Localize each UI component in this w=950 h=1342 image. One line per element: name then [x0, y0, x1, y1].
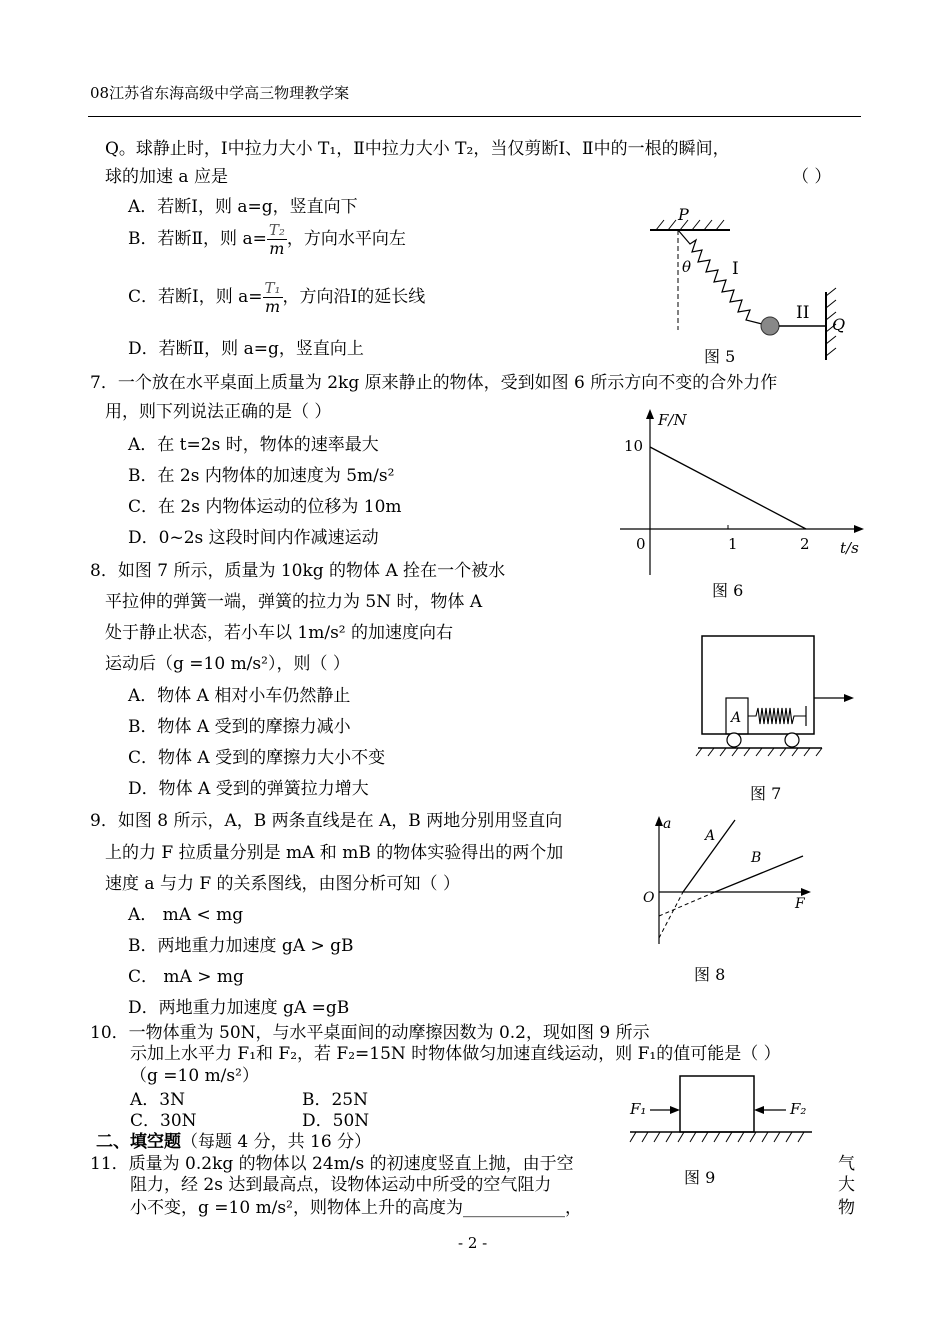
q8-option-c: C．物体 A 受到的摩擦力大小不变 — [128, 748, 386, 768]
header-rule — [88, 116, 861, 117]
q6-option-c-suffix: ，方向沿Ⅰ的延长线 — [282, 287, 426, 308]
fig9-label-f2: F₂ — [790, 1100, 807, 1118]
header-title: 08江苏省东海高级中学高三物理教学案 — [90, 84, 350, 102]
section2-title: 二、填空题 — [96, 1132, 181, 1152]
fig6-x-label: t/s — [840, 539, 859, 557]
q9-option-c: C． mA > mg — [128, 967, 244, 987]
fig5-label-p: P — [678, 205, 689, 224]
q11-line1: 11．质量为 0.2kg 的物体以 24m/s 的初速度竖直上抛，由于空 — [90, 1154, 574, 1174]
q6-option-d: D．若断Ⅱ，则 a=g，竖直向上 — [128, 339, 364, 359]
fig7-caption: 图 7 — [750, 784, 782, 803]
fig8-label-f: F — [795, 896, 805, 912]
q7-option-d: D．0~2s 这段时间内作减速运动 — [128, 528, 379, 548]
q8-option-a: A．物体 A 相对小车仍然静止 — [128, 686, 351, 706]
figure-8 — [635, 810, 820, 950]
q6-paren: （ ） — [792, 167, 832, 187]
fig5-label-q: Q — [832, 315, 846, 334]
fig6-y-label: F/N — [658, 411, 687, 429]
q6-option-b — [128, 222, 406, 257]
q10-line3: （g =10 m/s²） — [130, 1066, 259, 1086]
q9-line3: 速度 a 与力 F 的关系图线，由图分析可知（ ） — [105, 874, 460, 894]
q8-line1: 8．如图 7 所示，质量为 10kg 的物体 A 拴在一个被水 — [90, 561, 506, 581]
q9-option-b: B．两地重力加速度 gA > gB — [128, 936, 354, 956]
fig6-tick-y-10: 10 — [624, 437, 644, 455]
q9-line1: 9．如图 8 所示，A，B 两条直线是在 A，B 两地分别用竖直向 — [90, 811, 563, 831]
fig8-label-line-b: B — [751, 850, 762, 866]
q8-line4: 运动后（g =10 m/s²），则（ ） — [105, 654, 350, 674]
fig5-caption: 图 5 — [704, 347, 736, 366]
q6-option-b-suffix: ，方向水平向左 — [286, 229, 406, 250]
q6-line2: 球的加速 a 应是 — [105, 167, 228, 187]
fig8-label-o: O — [643, 890, 655, 906]
q10-option-b: B．25N — [302, 1090, 368, 1110]
q10-option-d: D．50N — [302, 1111, 370, 1131]
q10-line2: 示加上水平力 F₁和 F₂，若 F₂=15N 时物体做匀加速直线运动，则 F₁的值可能是（ ） — [130, 1044, 781, 1064]
fig8-label-line-a: A — [705, 828, 716, 844]
q7-option-b: B．在 2s 内物体的加速度为 5m/s² — [128, 466, 395, 486]
q11-side-2: 大 — [838, 1175, 855, 1195]
fig6-tick-x-2: 2 — [800, 535, 810, 553]
q10-option-c: C．30N — [130, 1111, 197, 1131]
q6-option-c-numerator: T₁ — [264, 279, 281, 297]
fig8-caption: 图 8 — [694, 965, 726, 984]
figure-5 — [640, 200, 870, 370]
q11-line3: 小不变，g =10 m/s²，则物体上升的高度为____________， — [130, 1198, 582, 1218]
q6-option-a: A．若断Ⅰ，则 a=g，竖直向下 — [128, 197, 358, 217]
q11-line2: 阻力，经 2s 达到最高点，设物体运动中所受的空气阻力 — [130, 1175, 552, 1195]
fig6-tick-x-1: 1 — [728, 535, 738, 553]
fig6-series-line — [650, 447, 806, 529]
q8-line2: 平拉伸的弹簧一端，弹簧的拉力为 5N 时，物体 A — [105, 592, 483, 612]
q7-line1: 7．一个放在水平桌面上质量为 2kg 原来静止的物体，受到如图 6 所示方向不变的合外力作 — [90, 373, 778, 393]
q6-option-c-prefix: C．若断Ⅰ，则 a= — [128, 287, 263, 308]
q8-option-b: B．物体 A 受到的摩擦力减小 — [128, 717, 351, 737]
q8-line3: 处于静止状态，若小车以 1m/s² 的加速度向右 — [105, 623, 454, 643]
fig8-label-a: a — [663, 816, 672, 832]
q9-option-d: D．两地重力加速度 gA =gB — [128, 998, 350, 1018]
q10-option-a: A．3N — [130, 1090, 185, 1110]
fig6-caption: 图 6 — [712, 581, 744, 600]
q11-side-3: 物 — [838, 1198, 855, 1218]
q6-option-c-denominator: m — [264, 296, 281, 316]
q6-option-b-prefix: B．若断Ⅱ，则 a= — [128, 229, 267, 250]
q10-line1: 10．一物体重为 50N，与水平桌面间的动摩擦因数为 0.2，现如图 9 所示 — [90, 1023, 650, 1043]
section2-note: （每题 4 分，共 16 分） — [181, 1132, 372, 1152]
q6-option-c — [128, 280, 425, 315]
figure-9 — [626, 1072, 816, 1152]
fig5-label-theta: θ — [682, 258, 692, 276]
q6-option-b-fraction — [267, 222, 287, 257]
fig5-label-i: I — [732, 259, 739, 279]
q7-line2: 用，则下列说法正确的是（ ） — [105, 402, 332, 422]
q8-option-d: D．物体 A 受到的弹簧拉力增大 — [128, 779, 369, 799]
q7-option-a: A．在 t=2s 时，物体的速率最大 — [128, 435, 379, 455]
fig5-label-ii: II — [796, 303, 810, 323]
q6-option-c-fraction — [263, 280, 283, 315]
q11-side-1: 气 — [838, 1154, 855, 1174]
fig7-label-a: A — [731, 710, 742, 726]
q9-line2: 上的力 F 拉质量分别是 mA 和 mB 的物体实验得出的两个加 — [105, 843, 564, 863]
q6-option-b-denominator: m — [269, 238, 285, 258]
q7-option-c: C．在 2s 内物体运动的位移为 10m — [128, 497, 402, 517]
figure-7 — [690, 630, 860, 760]
figure-6-chart — [610, 405, 870, 575]
q6-line1: Q。球静止时，Ⅰ中拉力大小 T₁，Ⅱ中拉力大小 T₂，当仅剪断Ⅰ、Ⅱ中的一根的瞬间， — [105, 139, 730, 159]
fig9-label-f1: F₁ — [630, 1100, 647, 1118]
page-number: - 2 - — [458, 1234, 488, 1252]
fig6-tick-x-0: 0 — [636, 535, 646, 553]
q9-option-a: A． mA < mg — [128, 905, 244, 925]
fig9-caption: 图 9 — [684, 1168, 716, 1187]
q6-option-b-numerator: T₂ — [268, 221, 285, 239]
